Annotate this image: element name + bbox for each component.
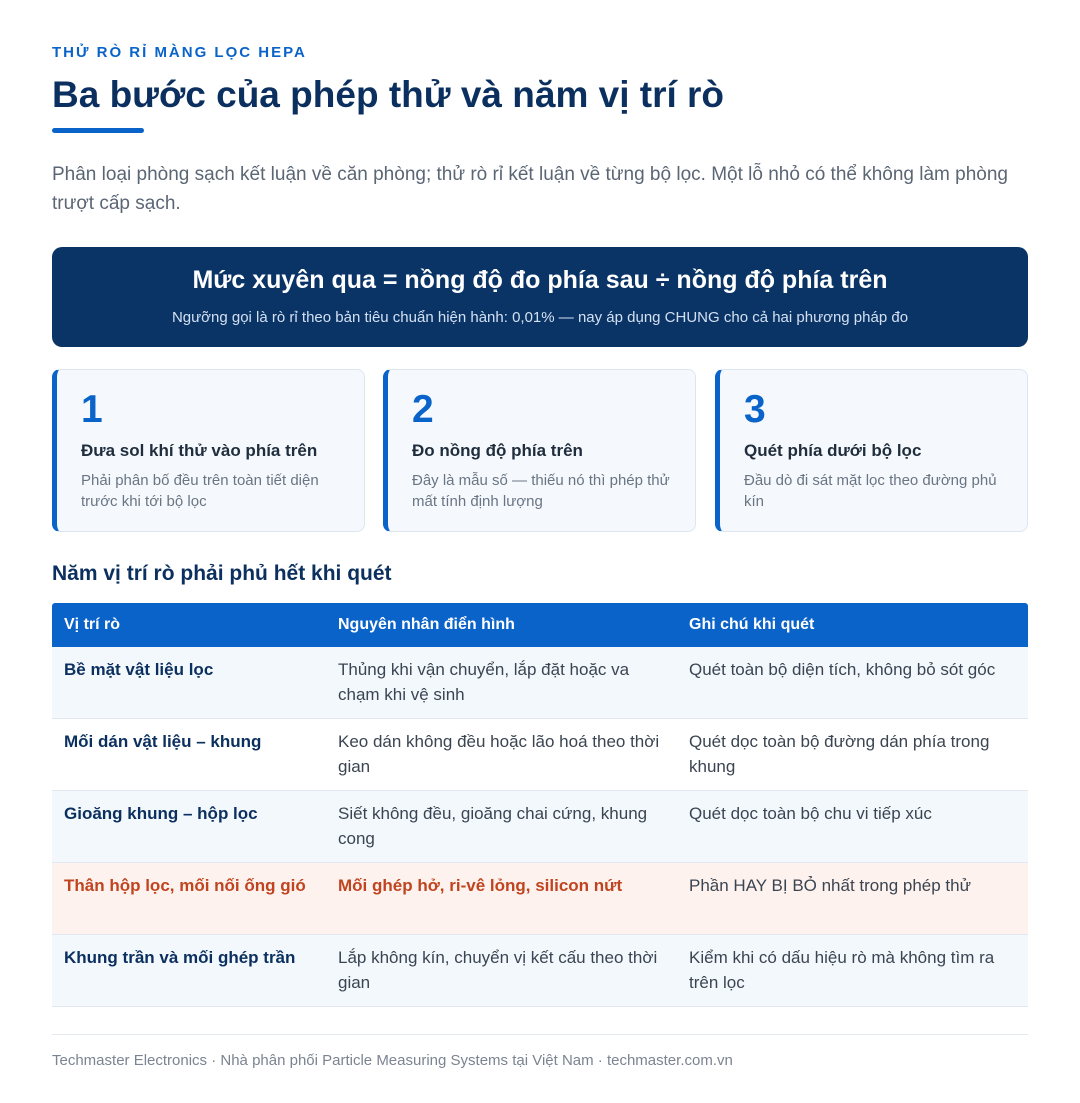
table-row-highlighted (52, 863, 1028, 935)
cell-cause: Keo dán không đều hoặc lão hoá theo thời gian (338, 732, 660, 776)
cell-note: Quét toàn bộ diện tích, không bỏ sót góc (689, 660, 996, 679)
column-header-location: Vị trí rò (64, 616, 121, 633)
formula-banner (52, 247, 1028, 347)
column-header-cause: Nguyên nhân điển hình (338, 616, 515, 633)
threshold-note: Ngưỡng gọi là rò rỉ theo bản tiêu chuẩn hiện hành: 0,01% — nay áp dụng CHUNG cho cả hai phương pháp đo (171, 309, 909, 326)
step-number: 1 (81, 388, 103, 431)
title-underline (52, 128, 144, 133)
step-card-3 (715, 369, 1028, 532)
table-header (52, 603, 1028, 647)
cell-location: Thân hộp lọc, mối nối ống gió (64, 876, 306, 895)
step-number: 3 (744, 388, 766, 431)
cell-note: Quét dọc toàn bộ đường dán phía trong khung (689, 732, 990, 776)
formula-text: Mức xuyên qua = nồng độ đo phía sau ÷ nồng độ phía trên (192, 266, 888, 294)
step-description: Phải phân bố đều trên toàn tiết diện trước khi tới bộ lọc (81, 472, 319, 510)
kicker: THỬ RÒ RỈ MÀNG LỌC HEPA (52, 44, 307, 61)
cell-note: Kiểm khi có dấu hiệu rò mà không tìm ra trên lọc (689, 948, 995, 992)
footer-credit: Techmaster Electronics · Nhà phân phối Particle Measuring Systems tại Việt Nam · techmaster.com.vn (52, 1052, 733, 1069)
page-title: Ba bước của phép thử và năm vị trí rò (52, 74, 725, 115)
leak-location-table (52, 603, 1028, 1007)
step-number: 2 (412, 388, 434, 431)
table-row (52, 719, 1028, 791)
intro-paragraph: Phân loại phòng sạch kết luận về căn phòng; thử rò rỉ kết luận về từng bộ lọc. Một lỗ nhỏ có thể không làm phòng trượt cấp sạch. (52, 164, 1009, 214)
cell-location: Mối dán vật liệu – khung (64, 732, 262, 751)
step-description: Đầu dò đi sát mặt lọc theo đường phủ kín (744, 472, 997, 510)
cell-location: Gioăng khung – hộp lọc (64, 804, 258, 823)
table-row (52, 791, 1028, 863)
step-title: Đo nồng độ phía trên (412, 441, 583, 460)
cell-note: Phần HAY BỊ BỎ nhất trong phép thử (689, 876, 971, 895)
cell-cause: Thủng khi vận chuyển, lắp đặt hoặc va chạm khi vệ sinh (338, 660, 630, 704)
column-header-note: Ghi chú khi quét (689, 616, 815, 633)
cell-location: Bề mặt vật liệu lọc (64, 660, 214, 679)
table-row (52, 647, 1028, 719)
section-title: Năm vị trí rò phải phủ hết khi quét (52, 562, 392, 585)
step-title: Đưa sol khí thử vào phía trên (81, 441, 318, 460)
footer-divider (52, 1034, 1028, 1035)
table-row (52, 935, 1028, 1007)
cell-note: Quét dọc toàn bộ chu vi tiếp xúc (689, 804, 932, 823)
step-card-2 (383, 369, 696, 532)
cell-cause: Mối ghép hở, ri-vê lỏng, silicon nứt (338, 876, 623, 895)
step-card-1 (52, 369, 365, 532)
cell-location: Khung trần và mối ghép trần (64, 948, 296, 967)
cell-cause: Siết không đều, gioăng chai cứng, khung cong (338, 804, 648, 848)
step-title: Quét phía dưới bộ lọc (744, 441, 922, 460)
cell-cause: Lắp không kín, chuyển vị kết cấu theo thời gian (338, 948, 658, 992)
step-description: Đây là mẫu số — thiếu nó thì phép thử mất tính định lượng (412, 472, 670, 510)
